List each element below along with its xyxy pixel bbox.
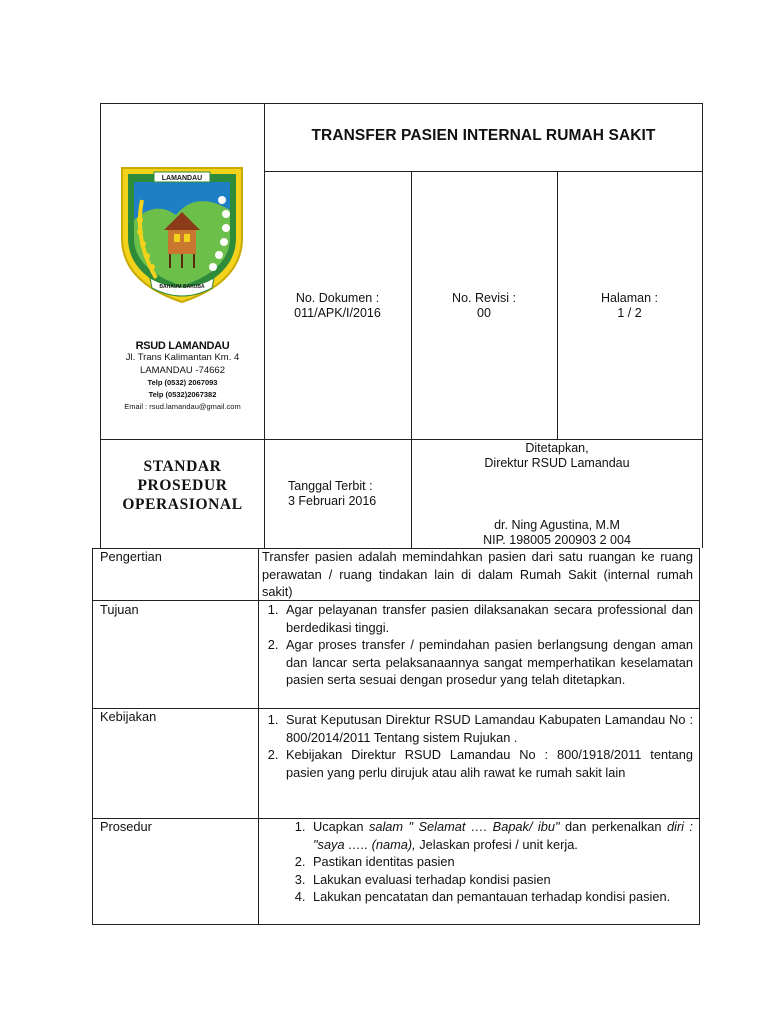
signer-block <box>412 518 702 548</box>
kebijakan-list <box>262 711 693 781</box>
kebijakan-item: 1. Surat Keputusan Direktur RSUD Lamandau Kabupaten Lamandau No : 800/2014/2011 Tentang sistem Rujukan . <box>282 711 693 746</box>
issue-date <box>288 479 411 509</box>
approval-by: Direktur RSUD Lamandau <box>484 456 630 470</box>
revision-value: 00 <box>477 306 491 320</box>
prosedur-list <box>287 818 693 906</box>
organization-phone-2: Telp (0532)2067382 <box>148 390 217 399</box>
logo-bottom-text: BAHAUM BAKUBA <box>159 284 205 290</box>
prosedur-item-1-part-c: dan perkenalkan <box>559 819 667 834</box>
page-number <box>557 291 702 321</box>
document-number-value: 011/APK/I/2016 <box>294 306 381 320</box>
pengertian-label: Pengertian <box>100 549 162 564</box>
tujuan-label: Tujuan <box>100 602 139 617</box>
organization-info <box>101 340 264 413</box>
prosedur-item: 3. Lakukan evaluasi terhadap kondisi pasien <box>309 871 693 889</box>
organization-phone-1: Telp (0532) 2067093 <box>147 378 218 387</box>
revision-number <box>411 291 557 321</box>
logo-top-text: LAMANDAU <box>161 175 203 182</box>
prosedur-item <box>309 818 693 853</box>
prosedur-item: 4. Lakukan pencatatan dan pemantauan terhadap kondisi pasien. <box>309 888 693 906</box>
tujuan-item: 2. Agar proses transfer / pemindahan pasien berlangsung dengan aman dan lancar serta pelaksanaannya sangat memperhatikan keselamatan pasien serta sesuai dengan prosedur yang telah ditetapkan. <box>282 636 693 689</box>
document-number-label: No. Dokumen : <box>295 291 380 305</box>
signer-nip: NIP. 198005 200903 2 004 <box>483 533 631 547</box>
organization-address-1: Jl. Trans Kalimantan Km. 4 <box>125 352 240 363</box>
page-label: Halaman : <box>601 291 658 305</box>
approval-block <box>412 441 702 471</box>
prosedur-label: Prosedur <box>100 819 152 834</box>
signer-name: dr. Ning Agustina, M.M <box>494 518 620 532</box>
sop-heading <box>101 457 264 514</box>
issue-date-label: Tanggal Terbit : <box>288 479 373 493</box>
tujuan-item: 1. Agar pelayanan transfer pasien dilaksanakan secara professional dan berdedikasi tinggi. <box>282 601 693 636</box>
hospital-logo <box>116 160 248 308</box>
revision-label: No. Revisi : <box>452 291 516 305</box>
prosedur-item-1-intro: diri : "saya ….. (nama), <box>313 819 693 852</box>
issue-date-value: 3 Februari 2016 <box>288 494 377 508</box>
pengertian-text: Transfer pasien adalah memindahkan pasien dari satu ruangan ke ruang perawatan / ruang tindakan lain di dalam Rumah Sakit (internal rumah sakit) <box>262 549 693 599</box>
sop-line-2: PROSEDUR <box>137 477 228 494</box>
organization-address-2: LAMANDAU -74662 <box>139 364 225 376</box>
organization-email: Email : rsud.lamandau@gmail.com <box>124 402 241 411</box>
prosedur-item-1-part-e: Jelaskan profesi / unit kerja. <box>415 836 578 852</box>
organization-name: RSUD LAMANDAU <box>135 340 230 352</box>
page-value: 1 / 2 <box>617 306 642 320</box>
document-number <box>264 291 411 321</box>
prosedur-item-1-part-a: Ucapkan <box>313 819 369 834</box>
kebijakan-label: Kebijakan <box>100 709 157 724</box>
sop-line-1: STANDAR <box>143 458 222 475</box>
kebijakan-item: 2. Kebijakan Direktur RSUD Lamandau No : 800/1918/2011 tentang pasien yang perlu dirujuk atau alih rawat ke rumah sakit lain <box>282 746 693 781</box>
document-title: TRANSFER PASIEN INTERNAL RUMAH SAKIT <box>311 127 656 144</box>
sop-line-3: OPERASIONAL <box>122 496 243 513</box>
approval-label: Ditetapkan, <box>525 441 589 455</box>
prosedur-item-1-greeting: salam " Selamat …. Bapak/ ibu" <box>368 819 560 834</box>
tujuan-list <box>262 601 693 689</box>
prosedur-item: 2. Pastikan identitas pasien <box>309 853 693 871</box>
